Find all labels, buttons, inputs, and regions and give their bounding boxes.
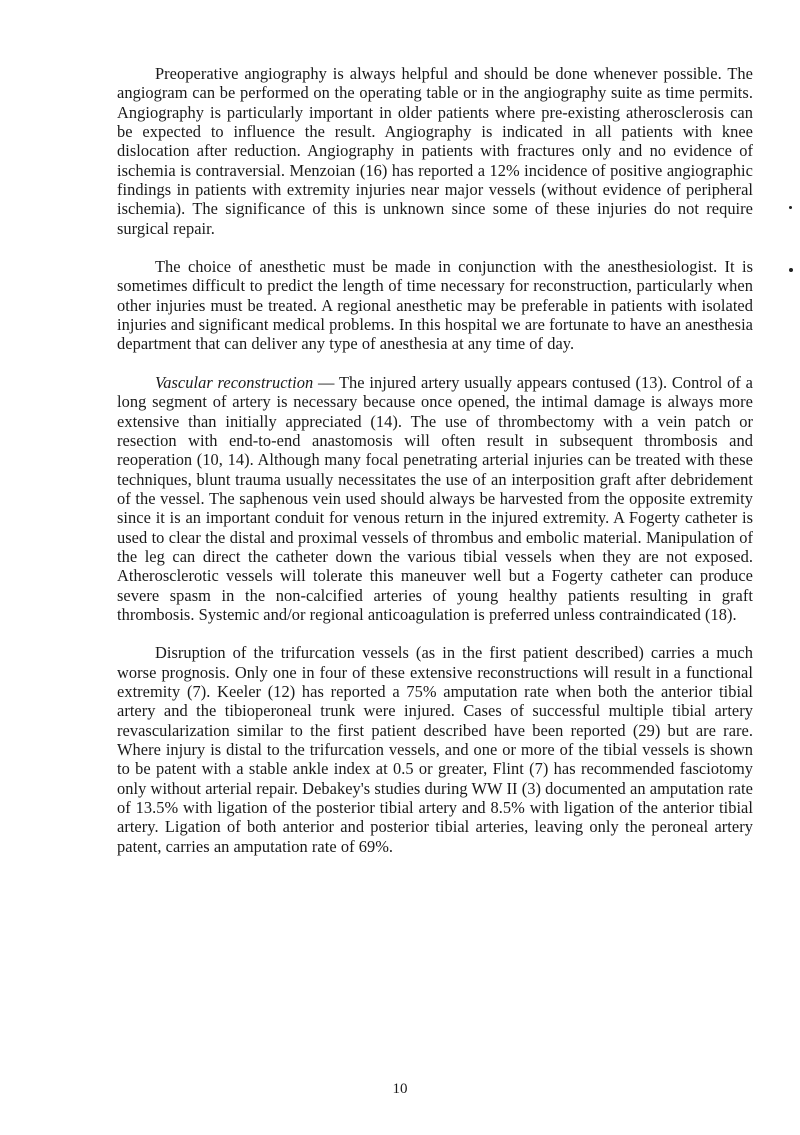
paragraph-text: Disruption of the trifurcation vessels (as in the first patient described) carries a much worse prognosis. Only one in four of these extensive reconstructions will result in a functional extremity (7). Keeler (12) has reported a 75% amputation rate when both the anterior tibial artery and the tibioperoneal trunk were injured. Cases of successful multiple tibial artery revascularization similar to the first patient described have been reported (29) but are rare. Where injury is distal to the trifurcation vessels, and one or more of the tibial vessels is shown to be patent with a stable ankle index at 0.5 or greater, Flint (7) has recommended fasciotomy only without arterial repair. Debakey's studies during WW II (3) documented an amputation rate of 13.5% with ligation of the posterior tibial artery and 8.5% with ligation of the anterior tibial artery. Ligation of both anterior and posterior tibial arteries, leaving only the peroneal artery patent, carries an amputation rate of 69%. (117, 643, 753, 856)
scan-speck (789, 268, 793, 272)
paragraph-vascular-reconstruction (117, 373, 753, 624)
paragraph-anesthetic (117, 257, 753, 354)
paragraph-angiography (117, 64, 753, 238)
paragraph-lead-italic: Vascular reconstruction (155, 372, 314, 392)
scan-speck (789, 206, 792, 209)
paragraph-text: — The injured artery usually appears contused (13). Control of a long segment of artery is necessary because once opened, the intimal damage is always more extensive than initially appreciated (14). The use of thrombectomy with a vein patch or resection with end-to-end anastomosis will often result in subsequent thrombosis and reoperation (10, 14). Although many focal penetrating arterial injuries can be treated with these techniques, blunt trauma usually necessitates the use of an interposition graft after debridement of the vessel. The saphenous vein used should always be harvested from the opposite extremity since it is an important conduit for venous return in the injured extremity. A Fogerty catheter is used to clear the distal and proximal vessels of thrombus and embolic material. Manipulation of the leg can direct the catheter down the various tibial vessels when they are not exposed. Atherosclerotic vessels will tolerate this maneuver well but a Fogerty catheter can produce severe spasm in the non-calcified arteries of young healthy patients resulting in graft thrombosis. Systemic and/or regional anticoagulation is preferred unless contraindicated (18). (117, 372, 754, 624)
paragraph-trifurcation (117, 643, 753, 856)
paragraph-text: The choice of anesthetic must be made in conjunction with the anesthesiologist. It is sometimes difficult to predict the length of time necessary for reconstruction, particularly when other injuries must be treated. A regional anesthetic may be preferable in patients with isolated injuries and significant medical problems. In this hospital we are fortunate to have an anesthesia department that can deliver any type of anesthesia at any time of day. (117, 257, 753, 354)
paragraph-text: Preoperative angiography is always helpful and should be done whenever possible. The angiogram can be performed on the operating table or in the angiography suite as time permits. Angiography is particularly important in older patients where pre-existing atherosclerosis can be expected to influence the result. Angiography is indicated in all patients with knee dislocation after reduction. Angiography in patients with fractures only and no evidence of ischemia is contraversial. Menzoian (16) has reported a 12% incidence of positive angiographic findings in patients with extremity injuries near major vessels (without evidence of peripheral ischemia). The significance of this is unknown since some of these injuries do not require surgical repair. (117, 64, 753, 238)
page-number: 10 (392, 1081, 408, 1097)
document-body (117, 64, 753, 875)
